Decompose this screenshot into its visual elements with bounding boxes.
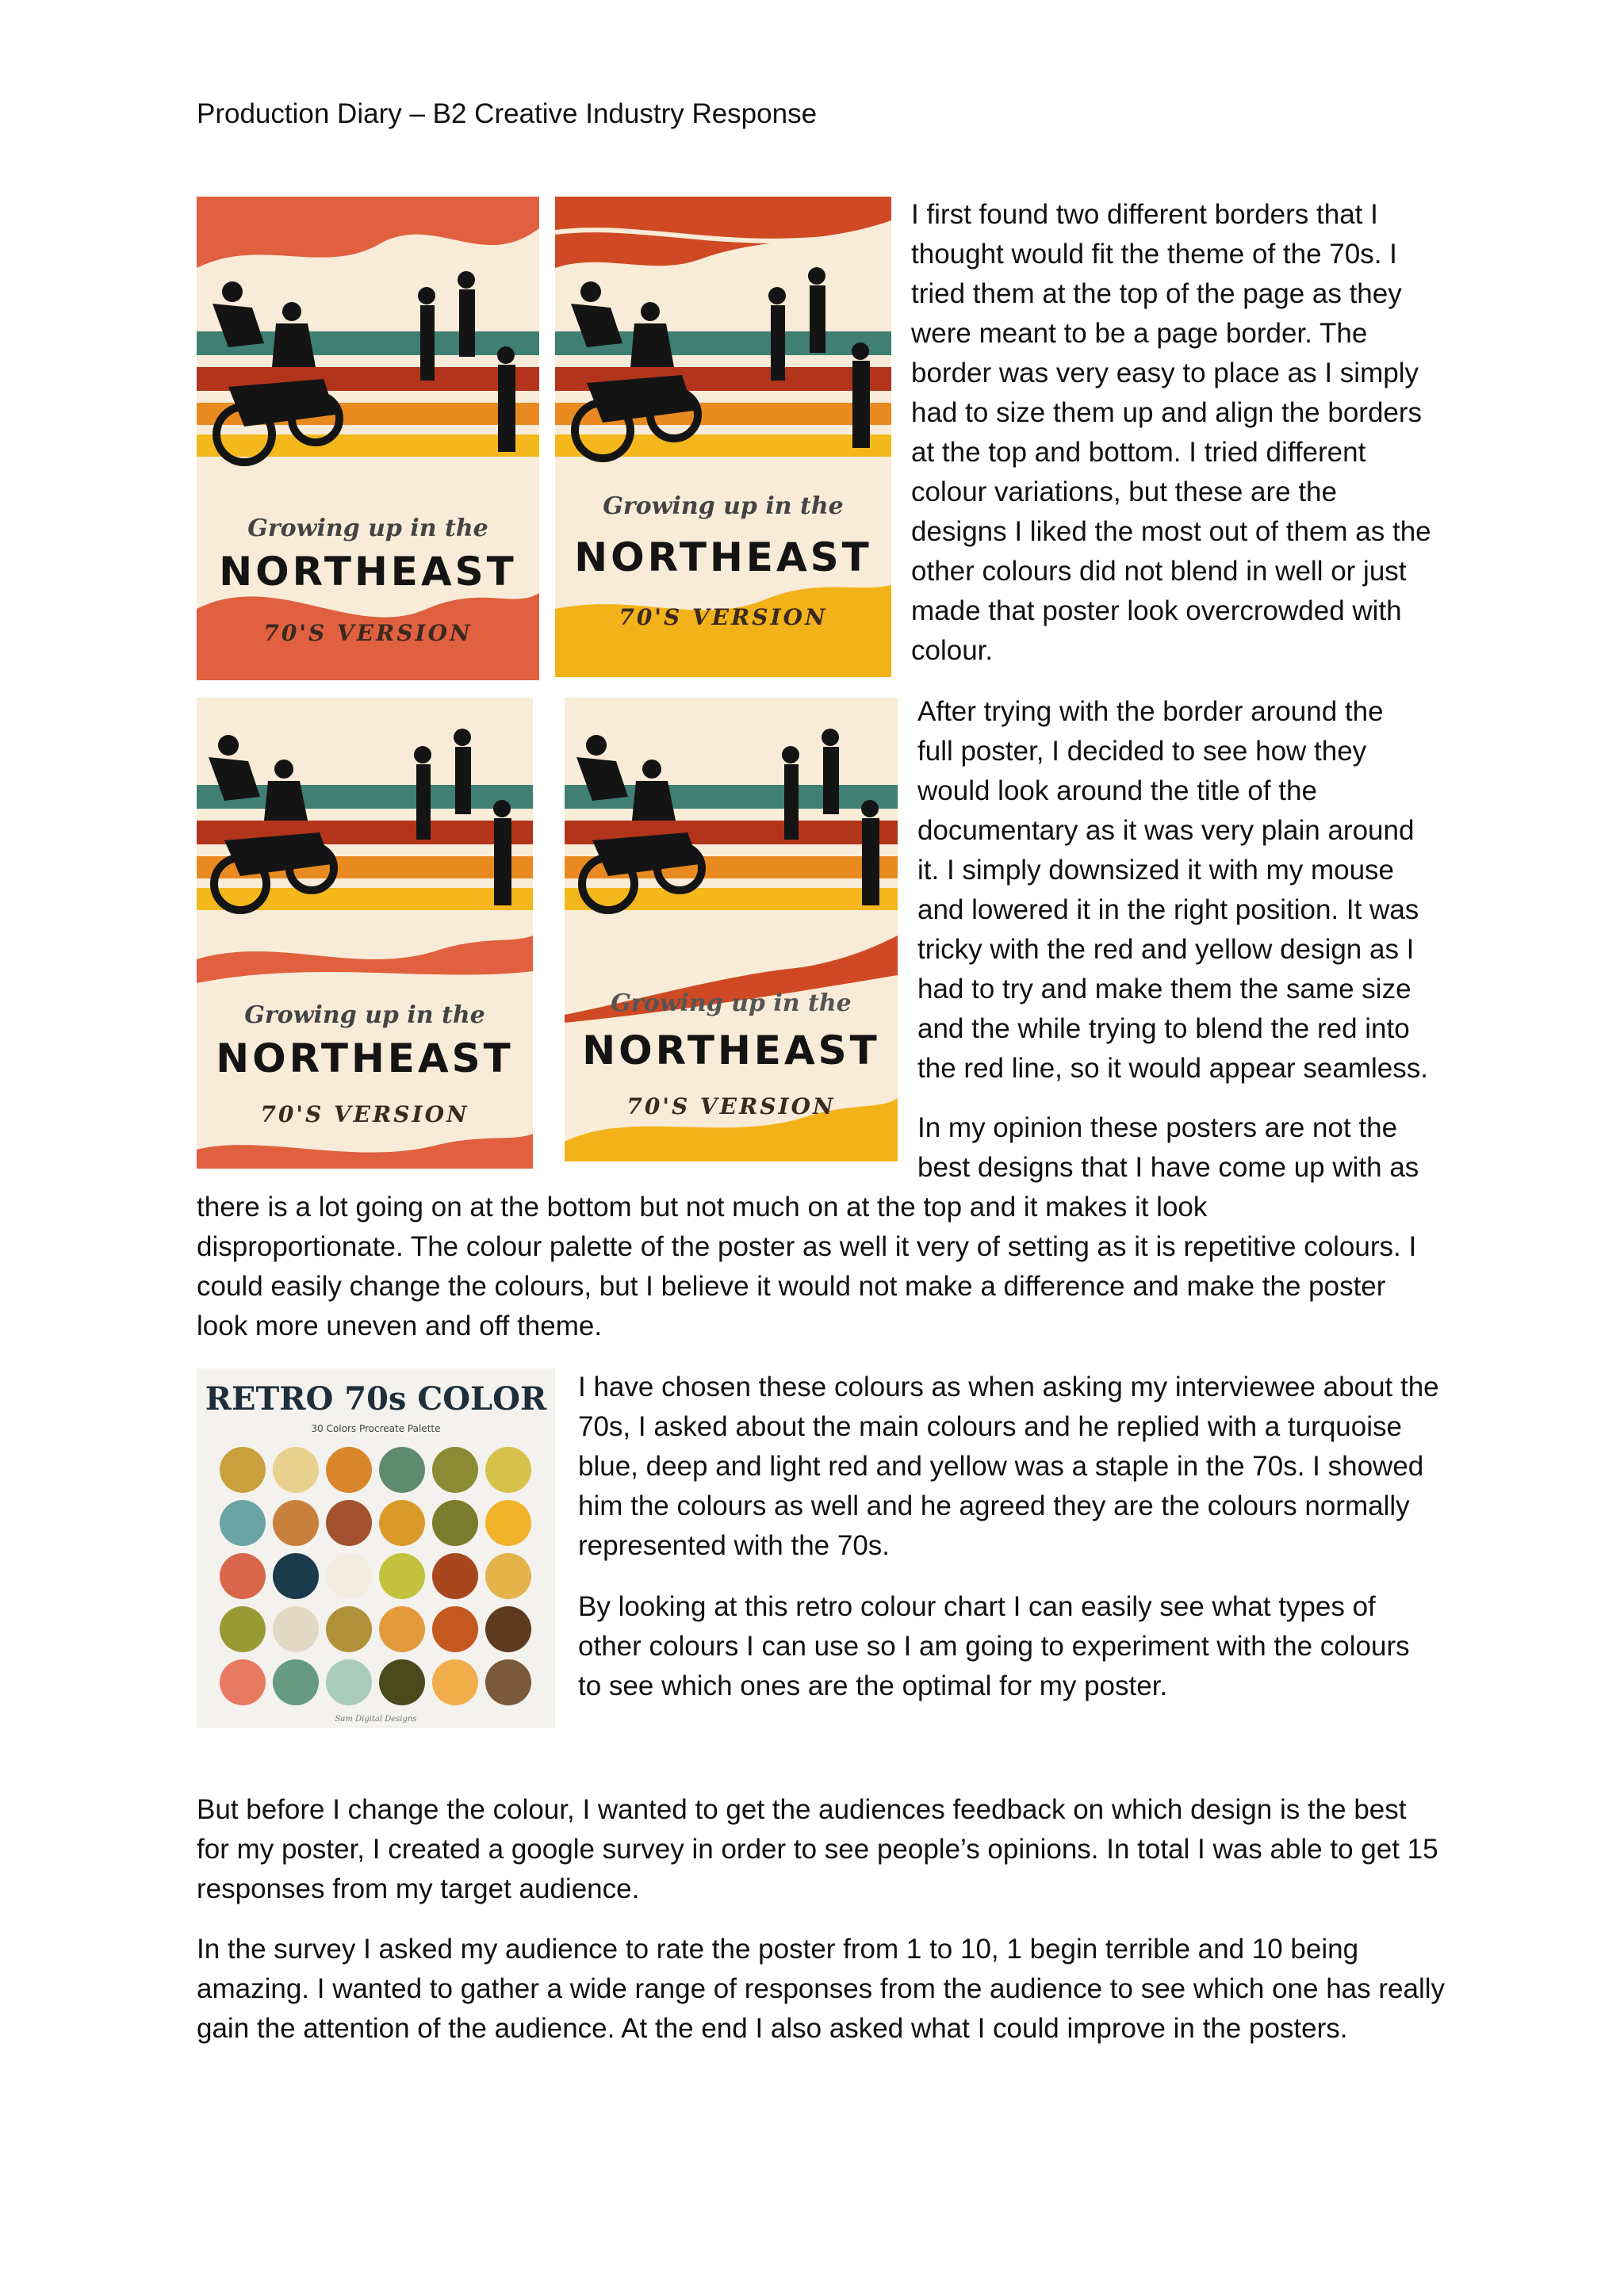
text-line: gain the attention of the audience. At the end I also asked what I could improve in the posters. [197,2013,1348,2044]
colour-swatch [379,1500,425,1546]
text-line: would look around the title of the [917,775,1317,806]
colour-swatch [485,1606,531,1652]
text-line: tricky with the red and yellow design as I [917,934,1415,965]
text-line: I have chosen these colours as when asking my interviewee about the [578,1372,1439,1402]
text-line: could easily change the colours, but I believe it would not make a difference and make the poster [197,1271,1386,1302]
poster-red-yellow-border [555,197,891,677]
poster-tagline: Growing up in the [611,989,852,1017]
poster-version: 70'S VERSION [626,1093,836,1119]
colour-swatch [220,1447,266,1493]
colour-swatch [326,1447,372,1493]
poster-version: 70'S VERSION [260,1101,469,1127]
chart-title: RETRO 70s COLOR [205,1380,547,1418]
colour-swatch [432,1606,478,1652]
text-line: and the while trying to blend the red into [917,1013,1410,1044]
colour-swatch [485,1447,531,1493]
poster-title: NORTHEAST [219,549,517,595]
paragraph-opinion-start [917,1108,1419,1188]
colour-swatch [326,1606,372,1652]
text-line: blue, deep and light red and yellow was a staple in the 70s. I showed [578,1451,1424,1482]
text-line: colour. [911,635,994,666]
text-line: other colours I can use so I am going to experiment with the colours [578,1631,1410,1662]
colour-swatch [326,1553,372,1599]
text-line: had to try and make them the same size [917,974,1411,1004]
poster-orange-border [197,197,539,680]
paragraph-survey [197,1790,1438,1909]
colour-swatch [273,1606,319,1652]
colour-swatch [220,1500,266,1546]
poster-red-yellow-title-border [565,698,898,1161]
colour-swatch [326,1659,372,1705]
text-line: disproportionate. The colour palette of the poster as well it very of setting as it is repetitive colours. I [197,1231,1417,1262]
colour-swatch [273,1500,319,1546]
text-line: colour variations, but these are the [911,476,1337,507]
paragraph-survey-rating [197,1930,1445,2049]
paragraph-borders [911,195,1431,671]
colour-swatch [485,1659,531,1705]
text-line: it. I simply downsized it with my mouse [917,855,1395,886]
text-line: and lowered it in the right position. It was [917,894,1419,925]
colour-swatch [379,1606,425,1652]
text-line: at the top and bottom. I tried different [911,437,1366,468]
text-line: documentary as it was very plain around [917,815,1415,846]
colour-swatch [485,1553,531,1599]
retro-colour-chart [197,1368,555,1728]
text-line: amazing. I wanted to gather a wide range of responses from the audience to see which one has really [197,1973,1445,2004]
poster-tagline: Growing up in the [247,515,488,542]
text-line: him the colours as well and he agreed they are the colours normally [578,1490,1410,1521]
text-line: tried them at the top of the page as they [911,278,1402,309]
poster-title: NORTHEAST [582,1027,880,1073]
colour-swatch [273,1553,319,1599]
colour-swatch [432,1447,478,1493]
text-line: 70s, I asked about the main colours and he replied with a turquoise [578,1411,1402,1442]
text-line: best designs that I have come up with as [917,1152,1419,1183]
text-line: made that poster look overcrowded with [911,595,1402,626]
colour-swatch [273,1659,319,1705]
paragraph-opinion-cont [197,1188,1416,1346]
poster-tagline: Growing up in the [244,1001,485,1029]
text-line: After trying with the border around the [917,696,1384,727]
poster-version: 70'S VERSION [263,620,473,646]
paragraph-colour-chart [578,1587,1410,1706]
colour-swatch [432,1500,478,1546]
text-line: designs I liked the most out of them as the [911,516,1431,547]
poster-version: 70'S VERSION [619,604,828,630]
colour-swatch [326,1500,372,1546]
text-line: other colours did not blend in well or just [911,556,1407,587]
text-line: By looking at this retro colour chart I can easily see what types of [578,1591,1376,1622]
text-line: full poster, I decided to see how they [917,736,1367,767]
text-line: represented with the 70s. [578,1530,891,1561]
colour-swatch [379,1659,425,1705]
colour-swatch [379,1553,425,1599]
colour-swatch [485,1500,531,1546]
text-line: But before I change the colour, I wanted to get the audiences feedback on which design is the best [197,1794,1407,1825]
colour-swatch [432,1659,478,1705]
text-line: had to size them up and align the borders [911,397,1423,428]
text-line: for my poster, I created a google survey in order to see people’s opinions. In total I was able to get 15 [197,1834,1438,1865]
paragraph-colour-choice [578,1368,1439,1566]
chart-credit: Sam Digital Designs [335,1715,417,1724]
text-line: thought would fit the theme of the 70s. I [911,239,1397,270]
text-line: there is a lot going on at the bottom but not much on at the top and it makes it look [197,1192,1208,1223]
colour-swatch [379,1447,425,1493]
colour-swatch [220,1659,266,1705]
colour-swatch [273,1447,319,1493]
poster-title: NORTHEAST [574,534,872,580]
text-line: In my opinion these posters are not the [917,1112,1398,1143]
text-line: to see which ones are the optimal for my poster. [578,1670,1168,1701]
page-title: Production Diary – B2 Creative Industry Response [197,98,818,129]
colour-swatch [220,1606,266,1652]
text-line: the red line, so it would appear seamless. [917,1053,1428,1084]
paragraph-title-border [917,692,1428,1089]
text-line: look more uneven and off theme. [197,1311,603,1341]
text-line: were meant to be a page border. The [911,318,1368,349]
text-line: responses from my target audience. [197,1873,640,1904]
poster-orange-title-border [197,698,533,1169]
poster-tagline: Growing up in the [603,492,844,520]
colour-swatch [432,1553,478,1599]
colour-swatch [220,1553,266,1599]
text-line: I first found two different borders that I [911,199,1378,230]
text-line: border was very easy to place as I simply [911,358,1419,388]
text-line: In the survey I asked my audience to rate the poster from 1 to 10, 1 begin terrible and 10 being [197,1934,1359,1965]
poster-title: NORTHEAST [216,1035,514,1081]
chart-subtitle: 30 Colors Procreate Palette [311,1423,441,1434]
